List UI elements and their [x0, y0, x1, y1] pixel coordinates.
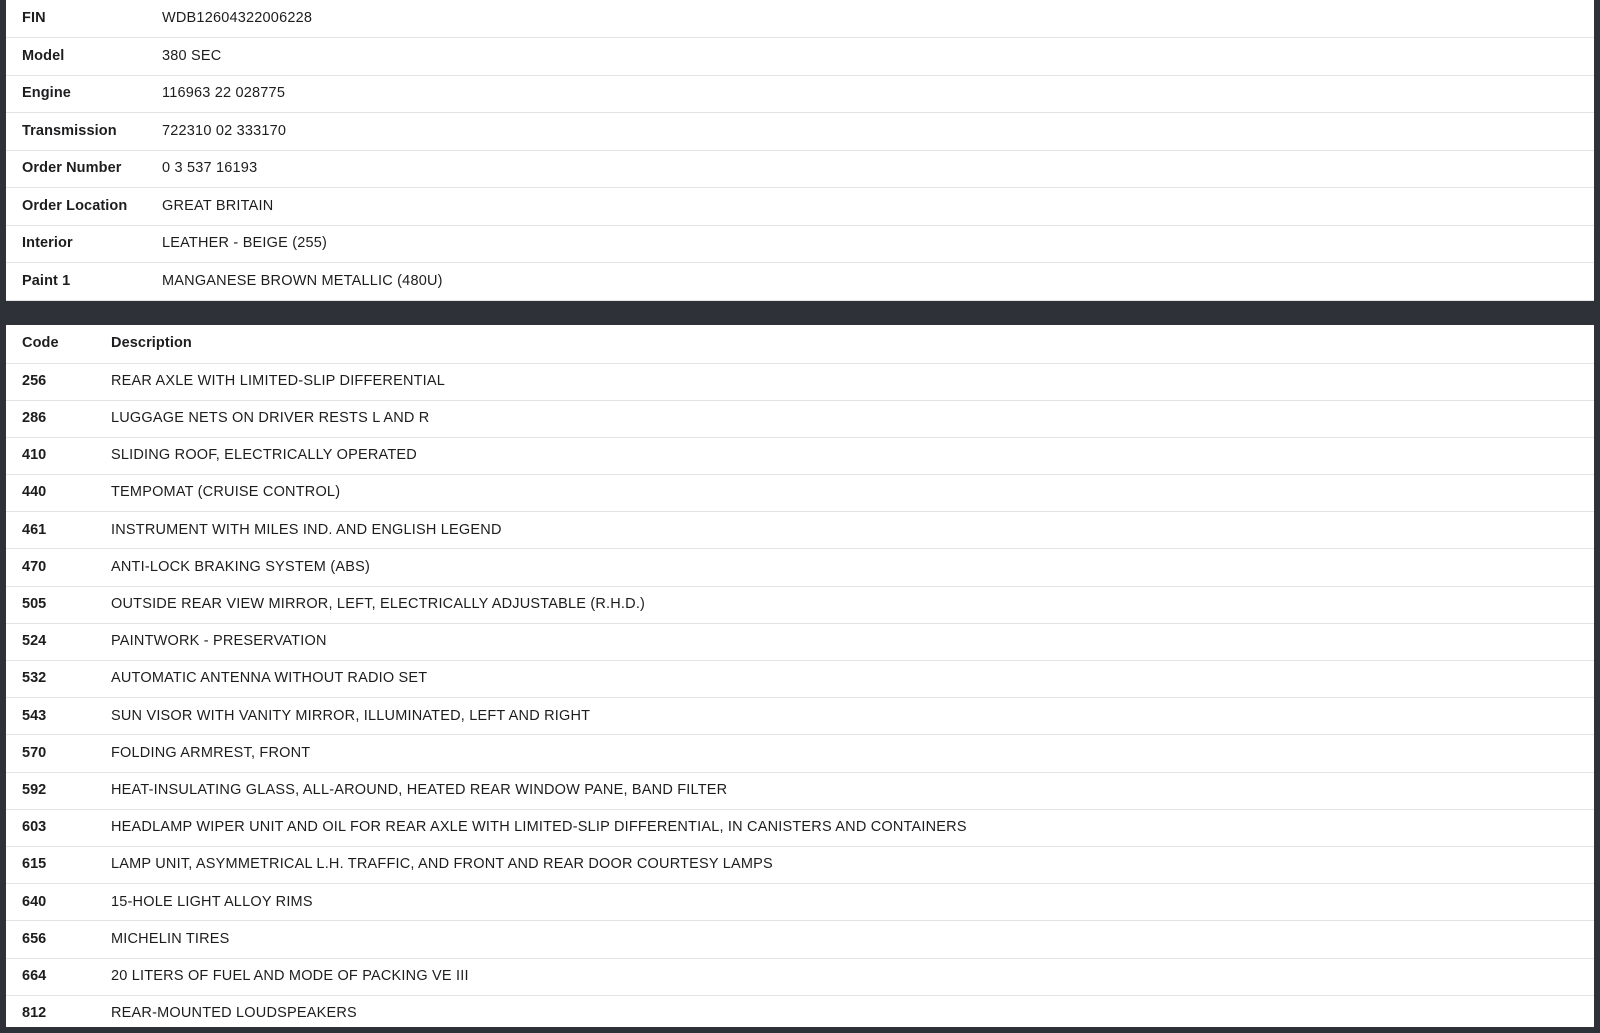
table-header-row	[6, 325, 1594, 364]
code-cell: 603	[6, 809, 95, 846]
code-cell: 410	[6, 437, 95, 474]
description-cell: PAINTWORK - PRESERVATION	[95, 623, 1594, 660]
detail-value: 0 3 537 16193	[162, 150, 1594, 188]
column-header-description: Description	[95, 325, 1594, 364]
table-row	[6, 188, 1594, 226]
table-row	[6, 735, 1594, 772]
detail-value: WDB12604322006228	[162, 0, 1594, 38]
description-cell: REAR AXLE WITH LIMITED-SLIP DIFFERENTIAL	[95, 363, 1594, 400]
description-cell: SLIDING ROOF, ELECTRICALLY OPERATED	[95, 437, 1594, 474]
description-cell: OUTSIDE REAR VIEW MIRROR, LEFT, ELECTRICALLY ADJUSTABLE (R.H.D.)	[95, 586, 1594, 623]
table-row	[6, 113, 1594, 151]
description-cell: ANTI-LOCK BRAKING SYSTEM (ABS)	[95, 549, 1594, 586]
code-cell: 524	[6, 623, 95, 660]
option-codes-body	[6, 363, 1594, 1032]
table-row	[6, 225, 1594, 263]
code-cell: 440	[6, 475, 95, 512]
option-codes-table	[6, 325, 1594, 1033]
detail-label: Order Number	[6, 150, 162, 188]
detail-value: 722310 02 333170	[162, 113, 1594, 151]
description-cell: INSTRUMENT WITH MILES IND. AND ENGLISH LEGEND	[95, 512, 1594, 549]
table-row	[6, 475, 1594, 512]
table-row	[6, 661, 1594, 698]
description-cell: SUN VISOR WITH VANITY MIRROR, ILLUMINATED, LEFT AND RIGHT	[95, 698, 1594, 735]
detail-label: Transmission	[6, 113, 162, 151]
option-codes-header	[6, 325, 1594, 364]
table-row	[6, 437, 1594, 474]
detail-value: 380 SEC	[162, 38, 1594, 76]
table-row	[6, 884, 1594, 921]
table-row	[6, 698, 1594, 735]
table-row	[6, 150, 1594, 188]
table-row	[6, 921, 1594, 958]
description-cell: AUTOMATIC ANTENNA WITHOUT RADIO SET	[95, 661, 1594, 698]
description-cell: 20 LITERS OF FUEL AND MODE OF PACKING VE III	[95, 958, 1594, 995]
table-row	[6, 38, 1594, 76]
section-divider	[0, 301, 1600, 325]
code-cell: 615	[6, 846, 95, 883]
code-cell: 570	[6, 735, 95, 772]
table-row	[6, 772, 1594, 809]
description-cell: LAMP UNIT, ASYMMETRICAL L.H. TRAFFIC, AND FRONT AND REAR DOOR COURTESY LAMPS	[95, 846, 1594, 883]
detail-label: Interior	[6, 225, 162, 263]
table-row	[6, 623, 1594, 660]
table-row	[6, 809, 1594, 846]
code-cell: 640	[6, 884, 95, 921]
table-row	[6, 400, 1594, 437]
code-cell: 664	[6, 958, 95, 995]
table-row	[6, 846, 1594, 883]
code-cell: 286	[6, 400, 95, 437]
code-cell: 470	[6, 549, 95, 586]
card-bottom-edge	[6, 1027, 1594, 1033]
detail-value: 116963 22 028775	[162, 75, 1594, 113]
code-cell: 532	[6, 661, 95, 698]
description-cell: HEAT-INSULATING GLASS, ALL-AROUND, HEATED REAR WINDOW PANE, BAND FILTER	[95, 772, 1594, 809]
table-row	[6, 0, 1594, 38]
code-cell: 543	[6, 698, 95, 735]
description-cell: HEADLAMP WIPER UNIT AND OIL FOR REAR AXLE WITH LIMITED-SLIP DIFFERENTIAL, IN CANISTERS AND CONTAINERS	[95, 809, 1594, 846]
table-row	[6, 363, 1594, 400]
table-row	[6, 549, 1594, 586]
code-cell: 656	[6, 921, 95, 958]
description-cell: FOLDING ARMREST, FRONT	[95, 735, 1594, 772]
detail-label: FIN	[6, 0, 162, 38]
description-cell: MICHELIN TIRES	[95, 921, 1594, 958]
detail-value: MANGANESE BROWN METALLIC (480U)	[162, 263, 1594, 301]
description-cell: REAR-MOUNTED LOUDSPEAKERS	[111, 1005, 357, 1022]
vehicle-details-body	[6, 0, 1594, 300]
detail-value: GREAT BRITAIN	[162, 188, 1594, 226]
code-cell: 505	[6, 586, 95, 623]
description-cell: TEMPOMAT (CRUISE CONTROL)	[95, 475, 1594, 512]
description-cell: LUGGAGE NETS ON DRIVER RESTS L AND R	[95, 400, 1594, 437]
table-row	[6, 958, 1594, 995]
code-cell: 256	[6, 363, 95, 400]
detail-label: Engine	[6, 75, 162, 113]
column-header-code: Code	[6, 325, 95, 364]
description-cell: 15-HOLE LIGHT ALLOY RIMS	[95, 884, 1594, 921]
table-row	[6, 75, 1594, 113]
code-cell: 461	[6, 512, 95, 549]
table-row	[6, 512, 1594, 549]
option-codes-section	[6, 325, 1594, 1033]
code-cell: 592	[6, 772, 95, 809]
detail-label: Order Location	[6, 188, 162, 226]
table-row	[6, 586, 1594, 623]
detail-label: Paint 1	[6, 263, 162, 301]
vehicle-details-table	[6, 0, 1594, 301]
detail-value: LEATHER - BEIGE (255)	[162, 225, 1594, 263]
table-row	[6, 263, 1594, 301]
code-cell: 812	[22, 1005, 47, 1022]
detail-label: Model	[6, 38, 162, 76]
